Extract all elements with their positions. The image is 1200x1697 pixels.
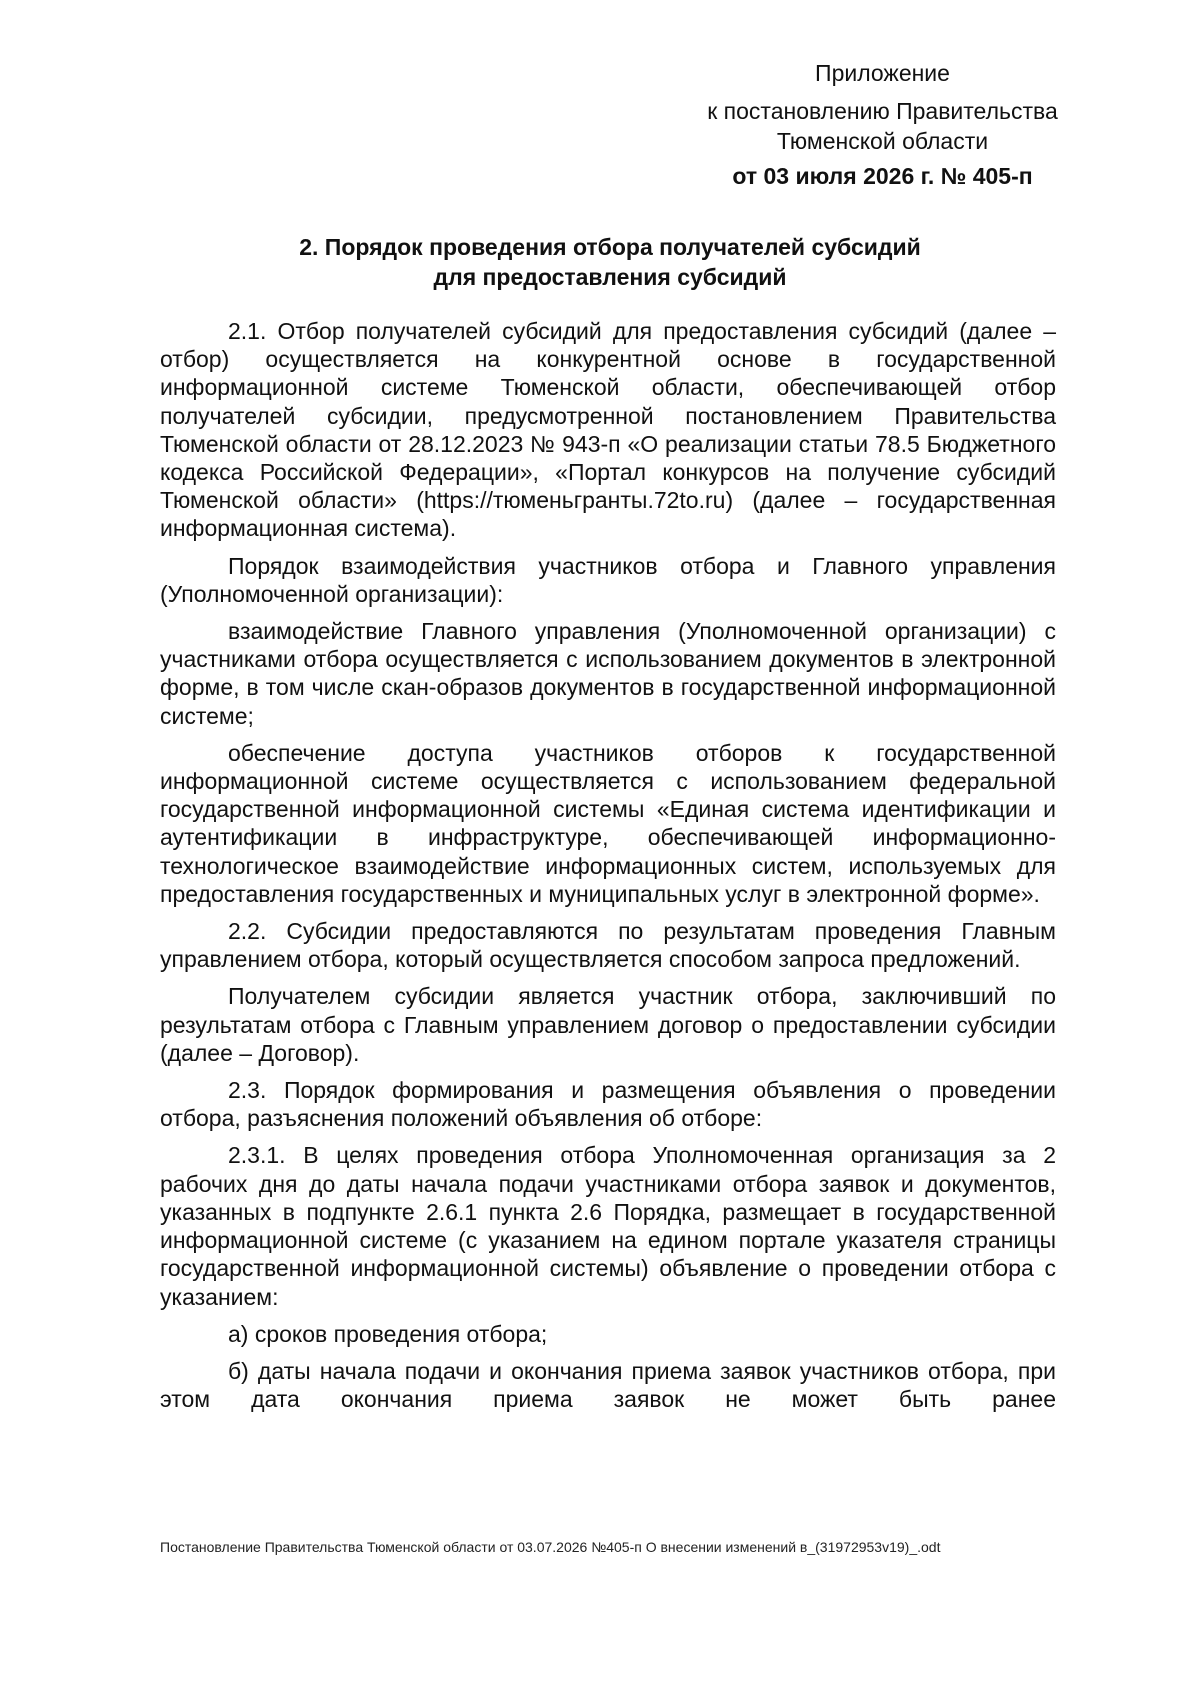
paragraph-interaction-order: Порядок взаимодействия участников отбора и Главного управления (Уполномоченной организации): bbox=[160, 552, 1056, 607]
paragraph-2-3: 2.3. Порядок формирования и размещения объявления о проведении отбора, разъяснения положений объявления об отборе: bbox=[160, 1077, 1056, 1132]
paragraph-2-1: 2.1. Отбор получателей субсидий для предоставления субсидий (далее – отбор) осуществляется на конкурентной основе в государственной информационной системе Тюменской области, обеспечивающей отбор получателей субсидии, предусмотренной постановлением Правительства Тюменской области от 28.12.2023 № 943-п «О реализации статьи 78.5 Бюджетного кодекса Российской Федерации», «Портал конкурсов на получение субсидий Тюменской области» (https://тюменьгранты.72to.ru) (далее – государственная информационная система). bbox=[160, 318, 1056, 542]
decree-line-1: к постановлению Правительства bbox=[707, 98, 1058, 124]
appendix-label: Приложение bbox=[815, 60, 950, 86]
decree-line-2: Тюменской области bbox=[776, 128, 989, 154]
decree-date: от 03 июля 2026 г. № 405-п bbox=[732, 163, 1033, 189]
paragraph-access-esia: обеспечение доступа участников отборов к государственной информационной системе осуществляется с использованием федеральной государственной информационной системы «Единая система идентификации и аутентификации в инфраструктуре, обеспечивающей информационно-технологическое взаимодействие информационных систем, используемых для предоставления государственных и муниципальных услуг в электронной форме». bbox=[160, 739, 1056, 907]
paragraph-recipient: Получателем субсидии является участник отбора, заключивший по результатам отбора с Главным управлением договор о предоставлении субсидии (далее – Договор). bbox=[160, 983, 1056, 1066]
paragraph-2-3-1: 2.3.1. В целях проведения отбора Уполномоченная организация за 2 рабочих дня до даты начала подачи участниками отбора заявок и документов, указанных в подпункте 2.6.1 пункта 2.6 Порядка, размещает в государственной информационной системе (с указанием на едином портале указателя страницы государственной информационной системы) объявление о проведении отбора с указанием: bbox=[160, 1142, 1056, 1310]
section-title bbox=[160, 232, 1060, 292]
paragraph-item-b: б) даты начала подачи и окончания приема заявок участников отбора, при этом дата окончания приема заявок не может быть ранее bbox=[160, 1357, 1056, 1413]
decree-reference bbox=[660, 96, 1105, 156]
page-footer: Постановление Правительства Тюменской области от 03.07.2026 №405-п О внесении изменений в_(31972953v19)_.odt bbox=[160, 1539, 941, 1555]
paragraph-item-a: а) сроков проведения отбора; bbox=[228, 1320, 548, 1347]
section-title-line-1: 2. Порядок проведения отбора получателей субсидий bbox=[299, 234, 921, 260]
paragraph-2-2: 2.2. Субсидии предоставляются по результатам проведения Главным управлением отбора, который осуществляется способом запроса предложений. bbox=[160, 918, 1056, 973]
document-body bbox=[160, 317, 1056, 1413]
paragraph-interaction-electronic: взаимодействие Главного управления (Уполномоченной организации) с участниками отбора осуществляется с использованием документов в электронной форме, в том числе скан-образов документов в государственной информационной системе; bbox=[160, 618, 1056, 729]
section-title-line-2: для предоставления субсидий bbox=[433, 264, 787, 290]
